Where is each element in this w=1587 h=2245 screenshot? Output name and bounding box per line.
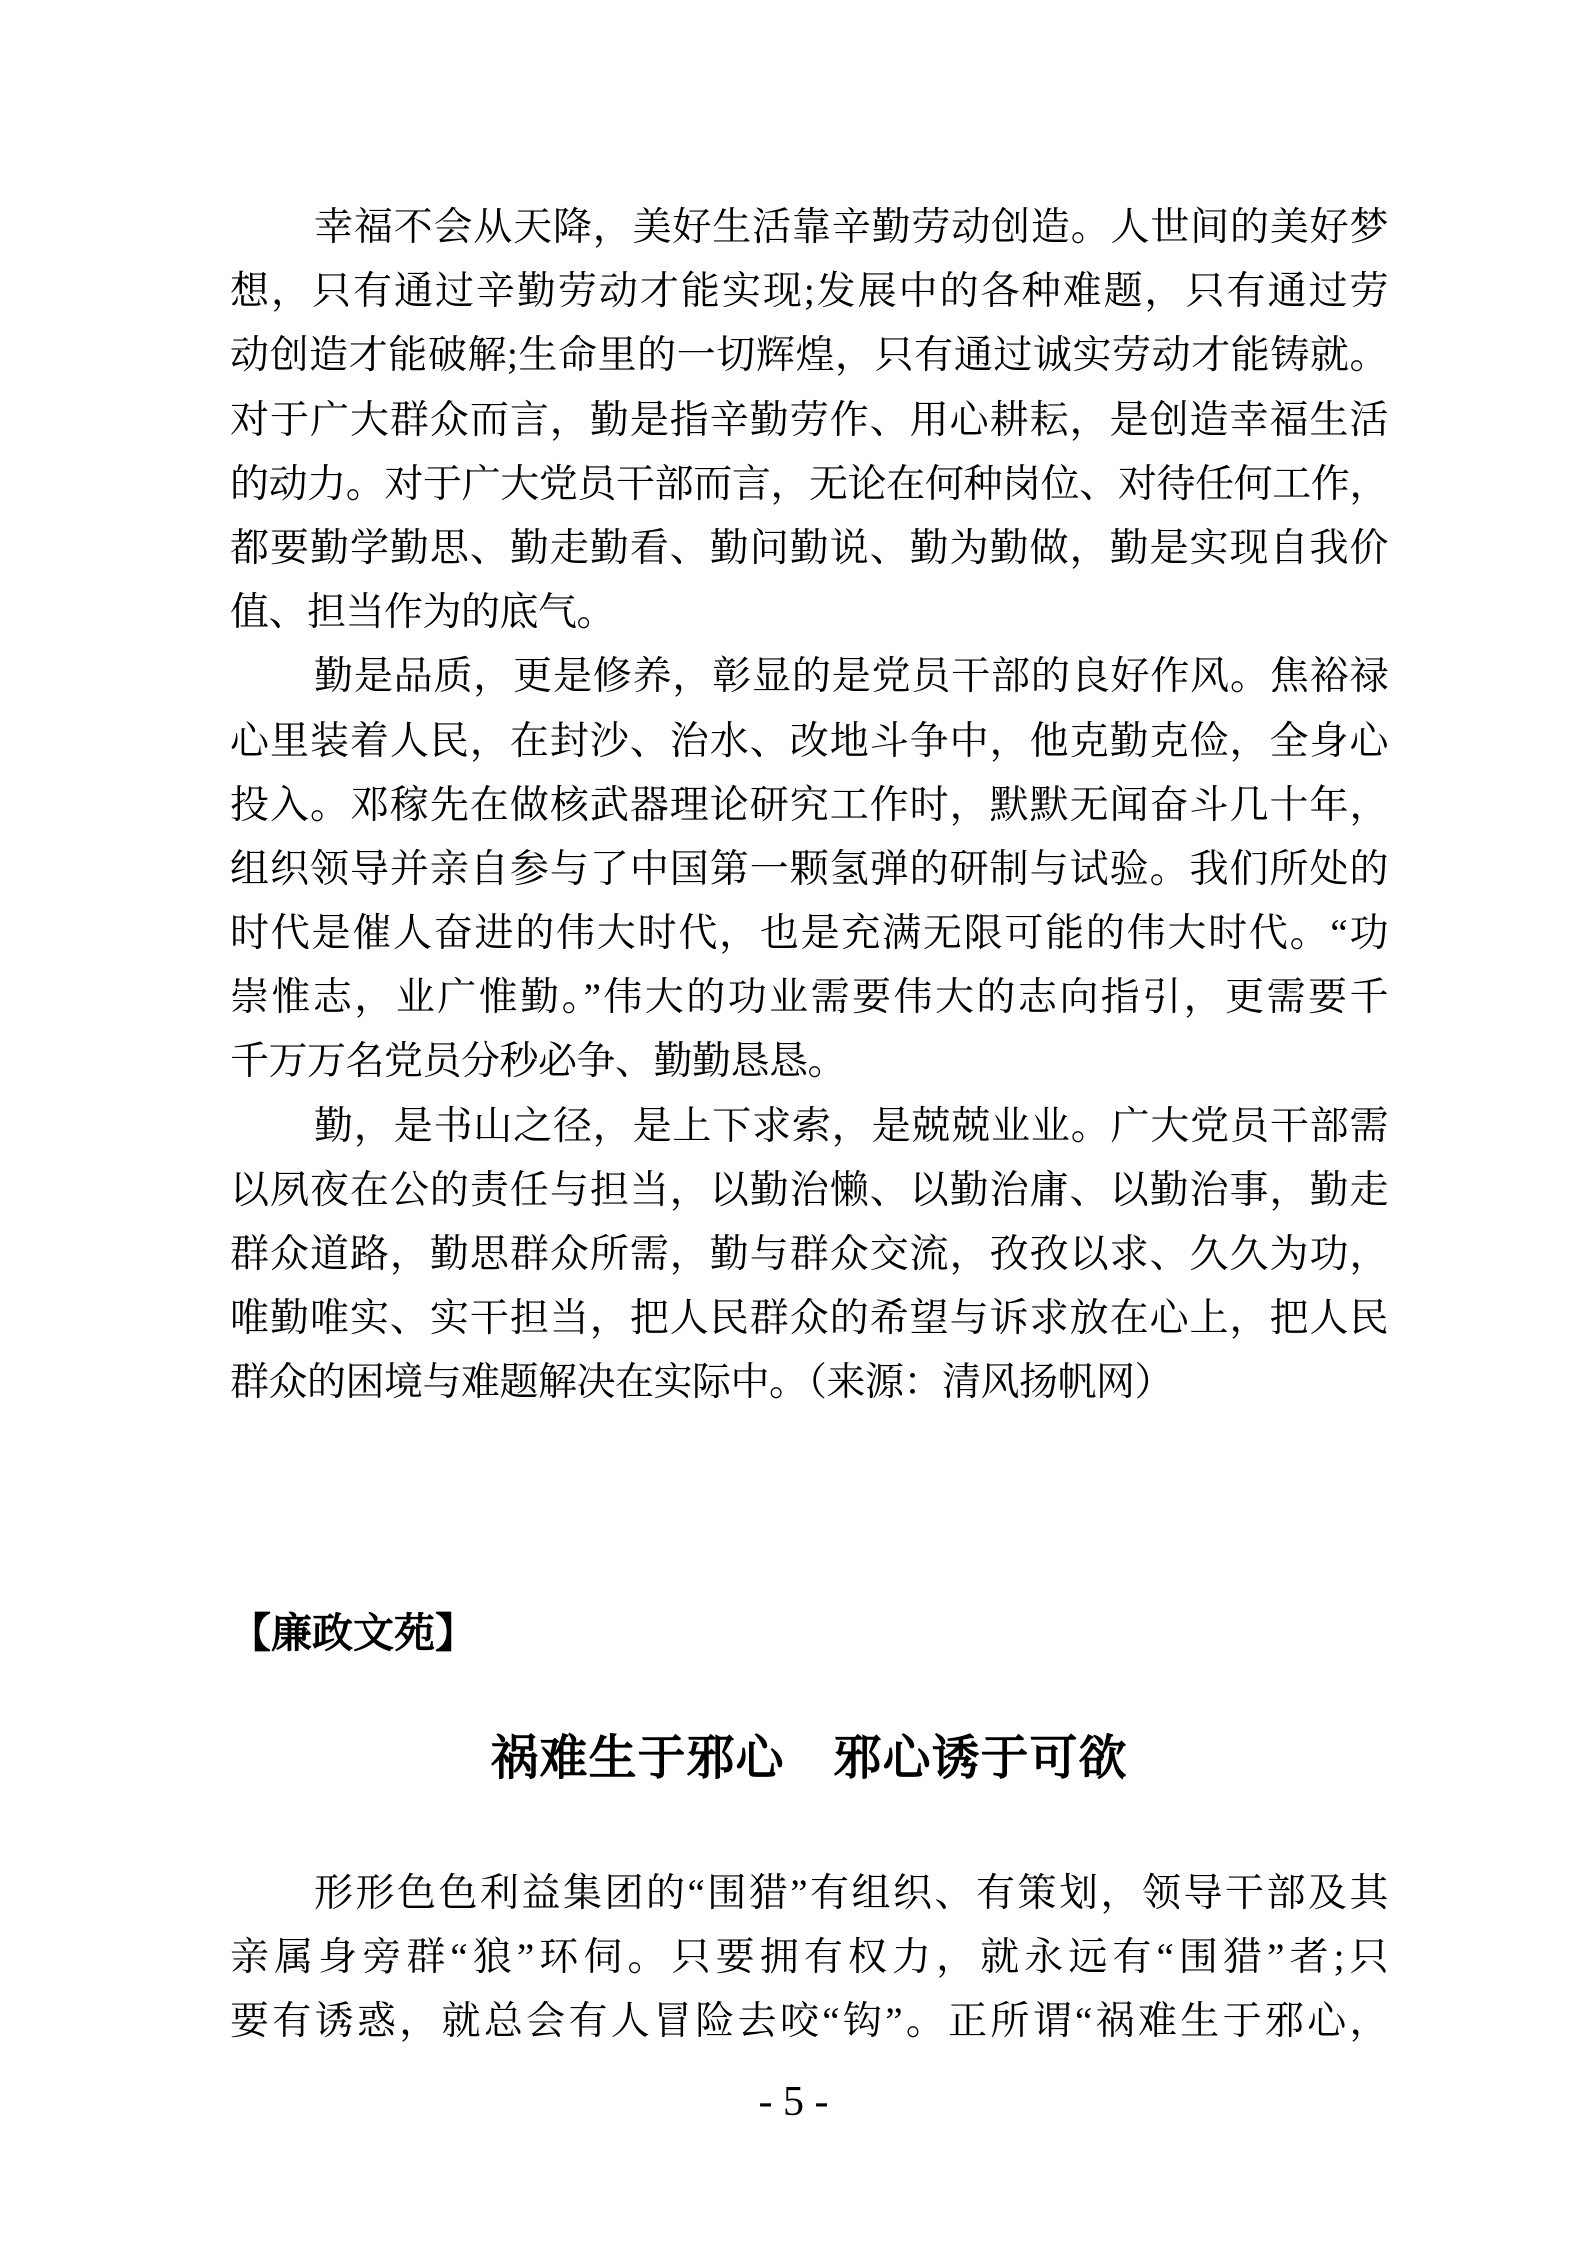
article-huo-body <box>230 1862 1388 2055</box>
article-title: 祸难生于邪心 邪心诱于可欲 <box>490 1732 1128 1785</box>
text-line: 动创造才能破解;生命里的一切辉煌，只有通过诚实劳动才能铸就。 <box>230 334 1388 378</box>
text-line: 幸福不会从天降，美好生活靠辛勤劳动创造。人世间的美好梦 <box>314 206 1388 249</box>
text-line: 亲属身旁群“狼”环伺。只要拥有权力，就永远有“围猎”者;只 <box>230 1936 1388 1980</box>
article-qin-body <box>230 196 1388 1416</box>
text-line: 的动力。对于广大党员干部而言，无论在何种岗位、对待任何工作， <box>230 462 1388 506</box>
text-line: 想，只有通过辛勤劳动才能实现;发展中的各种难题，只有通过劳 <box>230 270 1388 314</box>
text-line: 投入。邓稼先在做核武器理论研究工作时，默默无闻奋斗几十年， <box>230 783 1388 827</box>
text-line: 对于广大群众而言，勤是指辛勤劳作、用心耕耘，是创造幸福生活 <box>230 398 1388 442</box>
text-line: 群众道路，勤思群众所需，勤与群众交流，孜孜以求、久久为功， <box>230 1233 1388 1276</box>
section-heading: 【廉政文苑】 <box>230 1610 476 1656</box>
text-line: 勤是品质，更是修养，彰显的是党员干部的良好作风。焦裕禄 <box>314 655 1388 699</box>
page-number: - 5 - <box>758 2079 829 2125</box>
text-line: 群众的困境与难题解决在实际中。（来源：清风扬帆网） <box>230 1361 1174 1405</box>
text-line: 勤，是书山之径，是上下求索，是兢兢业业。广大党员干部需 <box>314 1104 1388 1148</box>
text-line: 时代是催人奋进的伟大时代，也是充满无限可能的伟大时代。“功 <box>230 912 1388 956</box>
text-line: 组织领导并亲自参与了中国第一颗氢弹的研制与试验。我们所处的 <box>230 847 1388 891</box>
text-line: 心里装着人民，在封沙、治水、改地斗争中，他克勤克俭，全身心 <box>230 719 1388 763</box>
text-line: 形形色色利益集团的“围猎”有组织、有策划，领导干部及其 <box>314 1872 1388 1915</box>
text-line: 值、担当作为的底气。 <box>230 591 616 635</box>
text-line: 都要勤学勤思、勤走勤看、勤问勤说、勤为勤做，勤是实现自我价 <box>230 526 1388 570</box>
text-line: 唯勤唯实、实干担当，把人民群众的希望与诉求放在心上，把人民 <box>230 1297 1388 1341</box>
text-line: 以夙夜在公的责任与担当，以勤治懒、以勤治庸、以勤治事，勤走 <box>230 1168 1388 1212</box>
text-line: 千万万名党员分秒必争、勤勤恳恳。 <box>230 1040 847 1084</box>
text-line: 要有诱惑，就总会有人冒险去咬“钩”。正所谓“祸难生于邪心， <box>230 2000 1388 2044</box>
text-line: 崇惟志，业广惟勤。”伟大的功业需要伟大的志向指引，更需要千 <box>230 976 1388 1020</box>
